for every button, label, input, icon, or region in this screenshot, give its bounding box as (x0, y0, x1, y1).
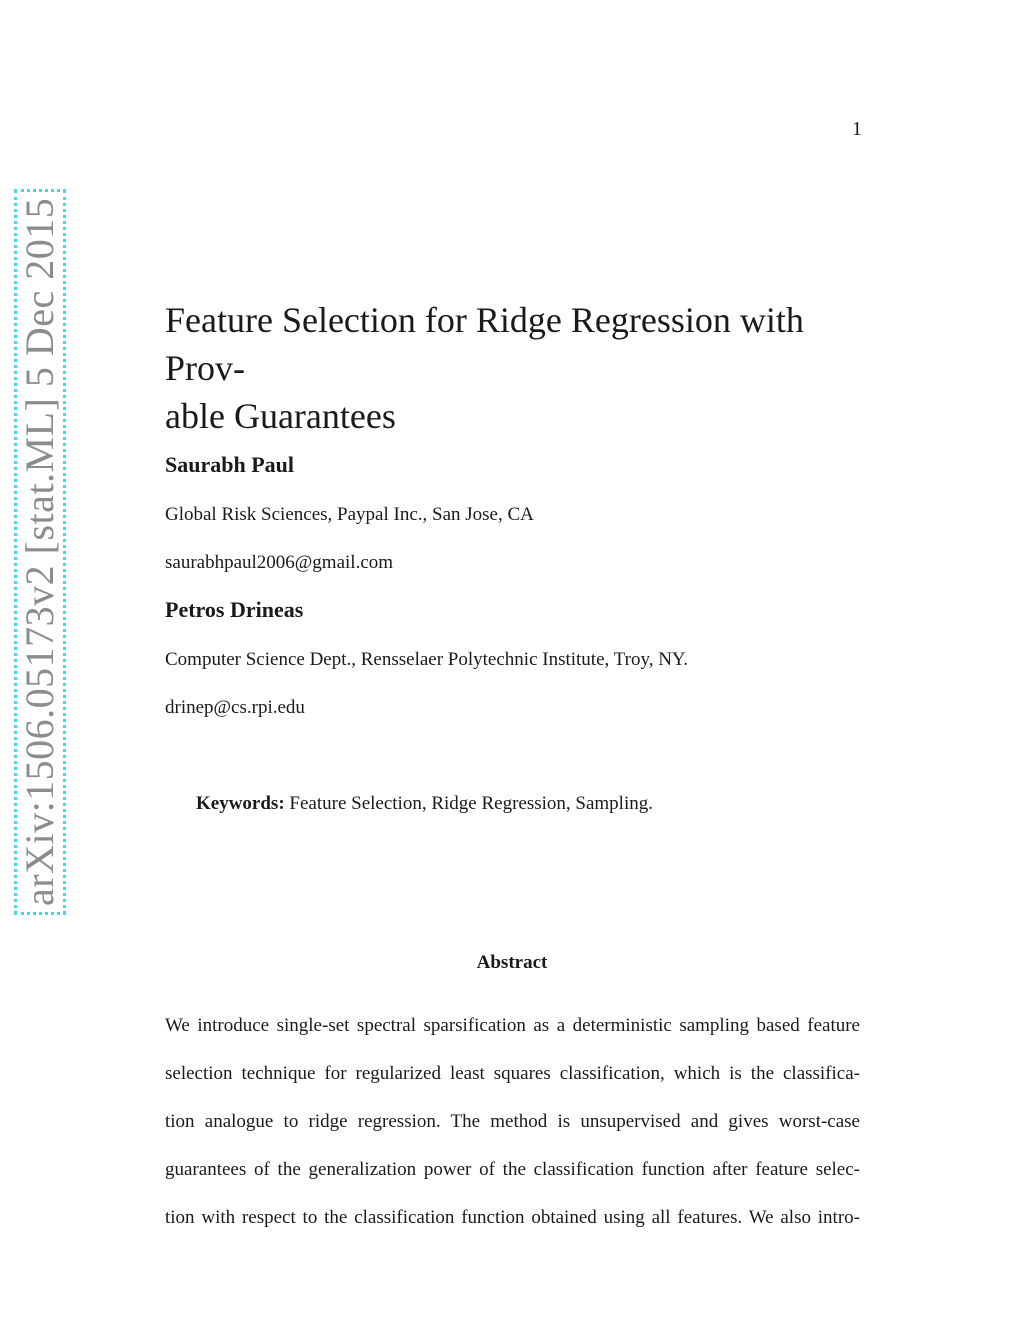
author-email-1[interactable]: saurabhpaul2006@gmail.com (165, 552, 394, 573)
author-name-2: Petros Drineas (165, 597, 304, 622)
keywords-list: Feature Selection, Ridge Regression, Sampling. (289, 793, 653, 814)
abstract-line: tion with respect to the classification function obtained using all features. We also intro- (165, 1207, 860, 1228)
abstract-line: selection technique for regularized least squares classification, which is the classifica- (165, 1063, 860, 1084)
abstract-line: guarantees of the generalization power of the classification function after feature selec- (165, 1159, 860, 1180)
author-affiliation-1: Global Risk Sciences, Paypal Inc., San Jose, CA (165, 504, 534, 525)
keywords-label: Keywords: (196, 793, 285, 814)
abstract-line: tion analogue to ridge regression. The method is unsupervised and gives worst-case (165, 1111, 860, 1132)
keywords (196, 793, 653, 815)
author-name-1: Saurabh Paul (165, 452, 294, 477)
arxiv-identifier-stamp[interactable]: arXiv:1506.05173v2 [stat.ML] 5 Dec 2015 (14, 189, 66, 915)
page-number: 1 (852, 118, 862, 140)
author-email-2[interactable]: drinep@cs.rpi.edu (165, 697, 305, 718)
paper-title (165, 296, 865, 440)
paper-title-line-1: Feature Selection for Ridge Regression with Prov- (165, 300, 804, 388)
author-affiliation-2: Computer Science Dept., Rensselaer Polytechnic Institute, Troy, NY. (165, 649, 688, 670)
abstract-heading: Abstract (476, 952, 548, 973)
abstract-line: We introduce single-set spectral sparsification as a deterministic sampling based feature (165, 1015, 860, 1036)
paper-title-line-2: able Guarantees (165, 396, 396, 436)
